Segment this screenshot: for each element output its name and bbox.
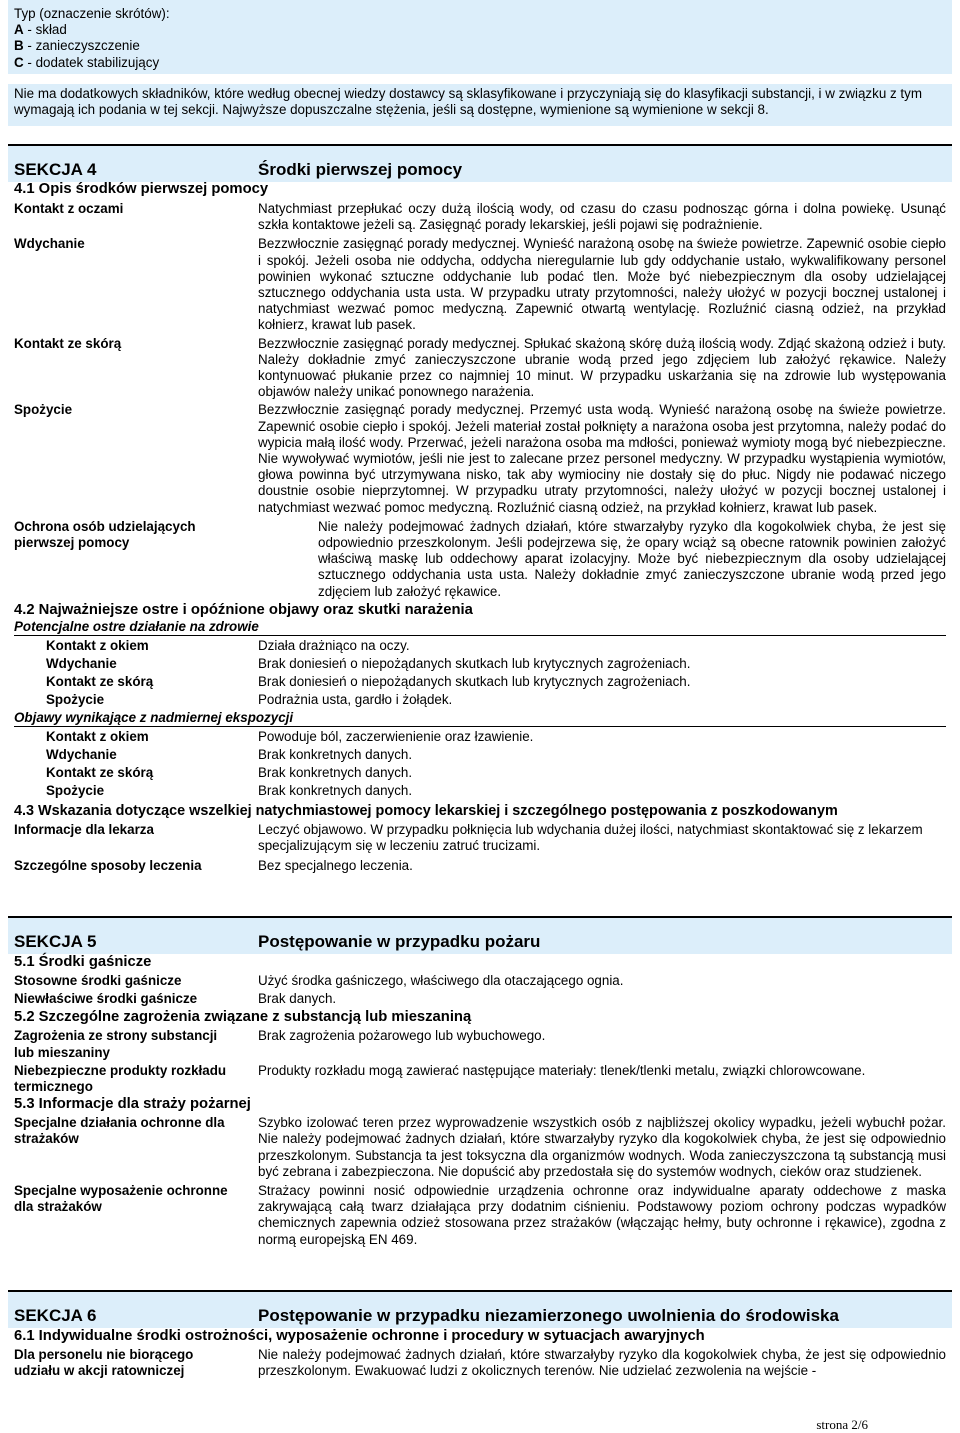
subsection-4-3: 4.3 Wskazania dotyczące wszelkiej natychmiastowej pomocy lekarskiej i szczególnego postępowania z poszkodowanym: [14, 803, 838, 820]
row-label: Spożycie: [14, 402, 73, 418]
first-aid-row: [14, 236, 946, 333]
first-aid-row: [14, 402, 946, 515]
row-text: Natychmiast przepłukać oczy dużą ilością wody, od czasu do czasu podnosząc górna i dolna powiekę. Usunąć szkła kontaktowe jeżeli są. Zasięgnąć porady lekarskiej, jeśli pojawi się podrażnienie.: [258, 201, 946, 233]
section-6-header: [8, 1290, 952, 1328]
row-label: Dla personelu nie biorącego udziału w akcji ratowniczej: [14, 1347, 194, 1379]
legend-item-c: [14, 55, 946, 71]
effect-text: Brak konkretnych danych.: [258, 747, 413, 763]
effect-label: Kontakt z okiem: [46, 729, 149, 745]
hazard-row: [14, 1028, 946, 1060]
section-number: SEKCJA 4: [14, 160, 97, 179]
row-label: Kontakt ze skórą: [14, 335, 122, 351]
effect-label: Kontakt ze skórą: [46, 765, 154, 781]
legend-key: B: [14, 38, 24, 54]
legend-title: Typ (oznaczenie skrótów):: [14, 6, 170, 21]
section-6: [8, 1290, 952, 1379]
row-label: Stosowne środki gaśnicze: [14, 973, 182, 988]
row-text: Bezzwłocznie zasięgnąć porady medycznej. Spłukać skażoną skórę dużą ilością wody. Zdjąć skażoną odzież i buty. Należy dokładnie zmyć zanieczyszczone ubranie wodą przed jego zdjęciem lub założyć rękawice. Należy kontynuować płukanie przez co najmniej 10 minut. W przypadku uskarżania się na zdrowie lub występowania objawów należy unikać ponownego narażenia.: [258, 335, 946, 400]
category-title: Potencjalne ostre działanie na zdrowie: [14, 618, 259, 634]
firefighter-row: [14, 1115, 946, 1180]
effect-row: [14, 765, 946, 783]
subsection-6-1: 6.1 Indywidualne środki ostrożności, wyposażenie ochronne i procedury w sytuacjach awaryjnych: [14, 1328, 705, 1344]
effect-text: Działa drażniąco na oczy.: [258, 638, 410, 654]
category-title: Objawy wynikające z nadmiernej ekspozycji: [14, 710, 294, 726]
row-label: Wdychanie: [14, 236, 85, 252]
section-5: [8, 916, 952, 1248]
subsection-4-2: 4.2 Najważniejsze ostre i opóźnione objawy oraz skutki narażenia: [14, 601, 473, 618]
effect-row: [14, 729, 946, 747]
row-text: Brak danych.: [258, 991, 337, 1007]
row-text: Brak zagrożenia pożarowego lub wybuchowego.: [258, 1028, 546, 1044]
row-label: Szczególne sposoby leczenia: [14, 857, 202, 873]
components-note: Nie ma dodatkowych składników, które według obecnej wiedzy dostawcy są sklasyfikowane i przyczyniają się do klasyfikacji substancji, i w związku z tym wymagają ich podania w tej sekcji. Najwyższe dopuszczalne stężenia, jeśli są dostępne, wymienione są wymienione w sekcji 8.: [8, 84, 952, 126]
extinguish-row: [14, 973, 946, 989]
overexposure-heading: [14, 710, 946, 727]
effect-label: Spożycie: [46, 692, 105, 708]
row-text: Leczyć objawowo. W przypadku połknięcia lub wdychania dużej ilości, natychmiast skontaktować się z lekarzem specjalizującym się w leczeniu zatruć trucizami.: [258, 822, 923, 854]
effect-label: Wdychanie: [46, 656, 117, 672]
section-number: SEKCJA 5: [14, 932, 97, 951]
subsection-5-3: 5.3 Informacje dla straży pożarnej: [14, 1096, 251, 1113]
effect-row: [14, 674, 946, 692]
legend-item-b: [14, 38, 946, 54]
subsection-5-1: 5.1 Środki gaśnicze: [14, 954, 152, 970]
section-4-header: [8, 144, 952, 182]
legend-text: - dodatek stabilizujący: [23, 54, 160, 70]
row-text: Strażacy powinni nosić odpowiednie urządzenia ochronne oraz indywidualne aparaty oddechowe z maska zakrywającą całą twarz działająca przy dodatnim ciśnieniu. Podstawowy poziom ochrony podczas wypadków chemicznych zapewnia odzież stosowana przez strażaków (włączając hełmy, buty ochronne i rękawice), zgodna z normą europejską EN 469.: [258, 1183, 946, 1247]
effect-text: Brak konkretnych danych.: [258, 783, 413, 799]
hazard-row: [14, 1063, 946, 1095]
legend-text: - zanieczyszczenie: [23, 38, 140, 54]
legend-text: - skład: [23, 22, 67, 38]
abbreviation-legend: [8, 0, 952, 74]
effect-row: [14, 638, 946, 656]
row-label: Specjalne wyposażenie ochronne dla strażaków: [14, 1183, 228, 1215]
effect-text: Brak doniesień o niepożądanych skutkach lub krytycznych zagrożeniach.: [258, 656, 691, 672]
legend-key: A: [14, 22, 24, 38]
overexposure-list: [14, 729, 946, 801]
effect-label: Spożycie: [46, 783, 105, 799]
row-text: Użyć środka gaśniczego, właściwego dla otaczającego ognia.: [258, 973, 624, 988]
row-label: Niebezpieczne produkty rozkładu termicznego: [14, 1062, 227, 1095]
section-title: Środki pierwszej pomocy: [258, 160, 463, 179]
row-text: Nie należy podejmować żadnych działań, które stwarzałyby ryzyko dla kogokolwiek chyba, że jest się odpowiednio przeszkolonym. Ewakuować ludzi z okolicznych terenów. Nie udzielać zezwolenia na wejście -: [258, 1347, 946, 1379]
subsection-5-2: 5.2 Szczególne zagrożenia związane z substancją lub mieszaniną: [14, 1009, 472, 1026]
effect-row: [14, 692, 946, 710]
first-aid-row: [14, 519, 946, 600]
effect-text: Brak konkretnych danych.: [258, 765, 413, 781]
row-label: Ochrona osób udzielających pierwszej pomocy: [14, 518, 196, 551]
row-text: Produkty rozkładu mogą zawierać następujące materiały: tlenek/tlenki metalu, związki chlorowcowane.: [258, 1062, 866, 1078]
row-label: Informacje dla lekarza: [14, 822, 154, 838]
effect-text: Podrażnia usta, gardło i żołądek.: [258, 692, 453, 708]
row-text: Bezzwłocznie zasięgnąć porady medycznej. Wynieść narażoną osobę na świeże powietrze. Zapewnić osobie ciepło i spokój. Jeżeli osoba nie oddycha, oddycha nieregularnie lub gdy oddychanie ustało, wykwalifikowany personel powinien wykonać sztuczne oddychanie lub podać tlen. Może być niebezpiecznym dla osoby udzielającej sztucznego oddychania usta usta. W przypadku utraty przytomności, należy ułożyć w pozycji bocznej ustalonej i natychmiast wezwać pomoc medyczną. Zapewnić otwartą wentylację. Rozluźnić ciasną odzież, na przykład kołnierz, krawat lub pasek.: [258, 236, 946, 333]
effect-text: Brak doniesień o niepożądanych skutkach lub krytycznych zagrożeniach.: [258, 674, 691, 690]
section-4: [8, 144, 952, 874]
effect-row: [14, 783, 946, 801]
effect-label: Kontakt z okiem: [46, 638, 149, 654]
effect-row: [14, 656, 946, 674]
row-label: Specjalne działania ochronne dla strażaków: [14, 1115, 225, 1147]
effect-label: Kontakt ze skórą: [46, 674, 154, 690]
first-aid-row: [14, 201, 946, 233]
section-title: Postępowanie w przypadku pożaru: [258, 932, 541, 951]
row-text: Nie należy podejmować żadnych działań, które stwarzałyby ryzyko dla kogokolwiek chyba, że jest się odpowiednio przeszkolonym. Jeśli podejrzewa się, że opary wciąż są obecne ratownik powinien założyć właściwą maskę lub oddechowy aparat izolacyjny. Może być niebezpiecznym dla osoby udzielającej sztucznego oddychania usta usta. Należy dokładnie zmyć zanieczyszczone ubranie wodą przed jego zdjęciem lub założyć rękawice.: [318, 518, 946, 599]
row-text: Szybko izolować teren przez wyprowadzenie wszystkich osób z najbliższej okolicy wypadku, jeżeli wybuchł pożar. Nie należy podejmować żadnych działań, które stwarzałyby ryzyko dla kogokolwiek chyba, że jest się odpowiednio przeszkolonym. Substancja ta jest toksyczna dla organizmów wodnych. Woda zanieczyszczona tą substancją musi być zebrana i zabezpieczona. Nie dopuścić aby przedostała się do systemów wodnych, cieków oraz studzienek.: [258, 1115, 946, 1179]
legend-key: C: [14, 54, 24, 70]
first-aid-row: [14, 336, 946, 401]
acute-effects-list: [14, 638, 946, 710]
effect-label: Wdychanie: [46, 747, 117, 763]
row-label: Niewłaściwe środki gaśnicze: [14, 991, 198, 1007]
row-text: Bezzwłocznie zasięgnąć porady medycznej. Przemyć usta wodą. Wynieść narażoną osobę na świeże powietrze. Zapewnić osobie ciepło i spokój. Jeżeli materiał został połknięty a narażona osoba jest przytomna, należy podać do wypicia małą ilość wody. Przerwać, jeżeli narażona osoba ma mdłości, ponieważ wymioty mogą być niebezpieczne. Nie wywoływać wymiotów, jeśli nie jest to zalecane przez personel medyczny. W przypadku wystąpienia wymiotów, głowa powinna być utrzymywana nisko, tak aby wymiociny nie dostały się do płuc. Nigdy nie podawać niczego doustnie osobie nieprzytomnej. W przypadku utraty przytomności, należy ułożyć w pozycji bocznej ustalonej i natychmiast wezwać pomoc medyczną. Rozluźnić ciasną odzież, na przykład kołnierz, krawat lub pasek.: [258, 402, 946, 515]
personnel-row: [14, 1347, 946, 1379]
firefighter-row: [14, 1183, 946, 1248]
subsection-4-1: 4.1 Opis środków pierwszej pomocy: [14, 181, 269, 197]
row-label: Zagrożenia ze strony substancji lub mieszaniny: [14, 1028, 218, 1060]
effect-text: Powoduje ból, zaczerwienienie oraz łzawienie.: [258, 729, 534, 745]
page-number: strona 2/6: [816, 1417, 868, 1432]
section-5-header: [8, 916, 952, 954]
extinguish-row: [14, 991, 946, 1007]
section-title: Postępowanie w przypadku niezamierzonego uwolnienia do środowiska: [258, 1306, 839, 1325]
row-label: Kontakt z oczami: [14, 201, 124, 216]
legend-item-a: [14, 22, 946, 38]
medical-row: [14, 858, 946, 874]
effect-row: [14, 747, 946, 765]
medical-row: [14, 822, 946, 854]
acute-effects-heading: [14, 619, 946, 636]
section-number: SEKCJA 6: [14, 1306, 97, 1325]
row-text: Bez specjalnego leczenia.: [258, 857, 413, 873]
